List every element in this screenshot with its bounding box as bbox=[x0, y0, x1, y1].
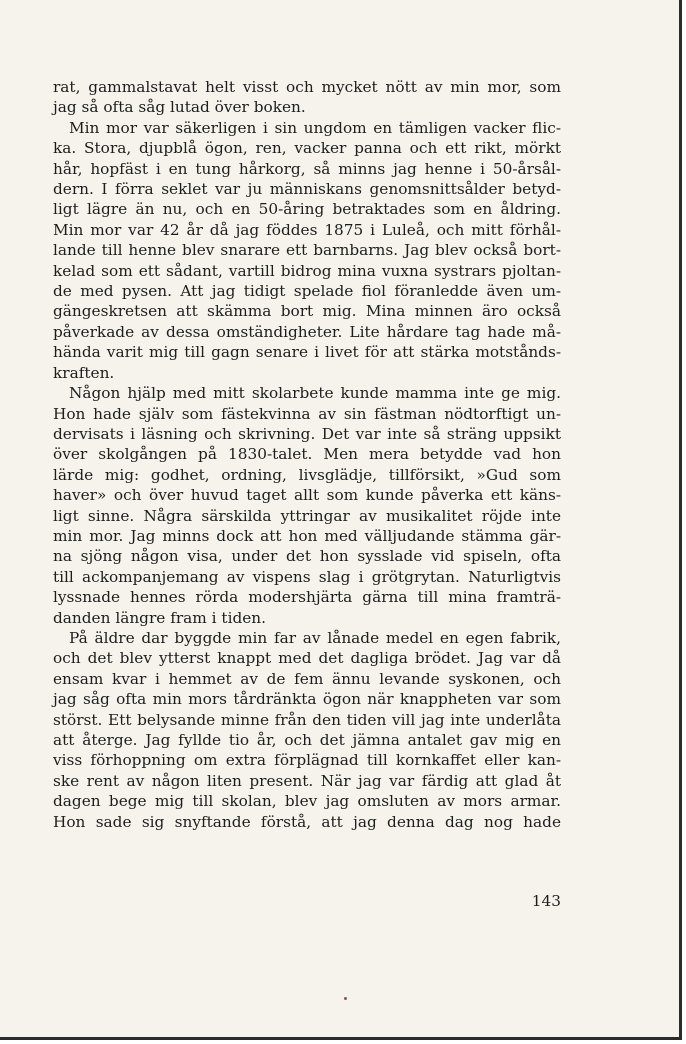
text-line: hända varit mig till gagn senare i livet för att stärka motstånds- bbox=[53, 343, 561, 362]
paragraph-2 bbox=[53, 118, 561, 383]
text-line: påverkade av dessa omständigheter. Lite hårdare tag hade må- bbox=[53, 322, 561, 341]
text-line: Hon sade sig snyftande förstå, att jag denna dag nog hade bbox=[53, 812, 561, 831]
text-line: ka. Stora, djupblå ögon, ren, vacker panna och ett rikt, mörkt bbox=[53, 139, 561, 158]
text-line: till ackompanjemang av vispens slag i grötgrytan. Naturligtvis bbox=[53, 567, 561, 586]
text-line: ligt lägre än nu, och en 50-åring betraktades som en åldring. bbox=[53, 200, 561, 219]
text-line: de med pysen. Att jag tidigt spelade fiol föranledde även um- bbox=[53, 282, 561, 301]
text-line: lärde mig: godhet, ordning, livsglädje, tillförsikt, »Gud som bbox=[53, 465, 561, 484]
text-line: viss förhoppning om extra förplägnad till kornkaffet eller kan- bbox=[53, 751, 561, 770]
text-line: gängeskretsen att skämma bort mig. Mina minnen äro också bbox=[53, 302, 561, 321]
text-line: Någon hjälp med mitt skolarbete kunde mamma inte ge mig. bbox=[69, 384, 561, 403]
text-line: störst. Ett belysande minne från den tiden vill jag inte underlåta bbox=[53, 710, 561, 729]
text-line: danden längre fram i tiden. bbox=[53, 608, 267, 627]
text-line: dervisats i läsning och skrivning. Det var inte så sträng uppsikt bbox=[53, 424, 561, 443]
text-line: ske rent av någon liten present. När jag var färdig att glad åt bbox=[53, 771, 561, 790]
text-line: lande till henne blev snarare ett barnbarns. Jag blev också bort- bbox=[53, 241, 561, 260]
text-line: na sjöng någon visa, under det hon sysslade vid spiseln, ofta bbox=[53, 547, 561, 566]
paragraph-4 bbox=[53, 628, 561, 832]
text-line: På äldre dar byggde min far av lånade medel en egen fabrik, bbox=[69, 628, 561, 647]
text-line: över skolgången på 1830-talet. Men mera betydde vad hon bbox=[53, 445, 561, 464]
paragraph-3 bbox=[53, 383, 561, 628]
text-line: jag så ofta såg lutad över boken. bbox=[53, 98, 306, 117]
body-text bbox=[53, 77, 561, 832]
text-line: Min mor var säkerligen i sin ungdom en tämligen vacker flic- bbox=[69, 118, 561, 137]
text-line: dern. I förra seklet var ju människans genomsnittsålder betyd- bbox=[53, 180, 561, 199]
text-line: rat, gammalstavat helt visst och mycket nött av min mor, som bbox=[53, 78, 561, 96]
text-line: att återge. Jag fyllde tio år, och det jämna antalet gav mig en bbox=[53, 731, 561, 749]
text-line: och det blev ytterst knappt med det dagliga brödet. Jag var då bbox=[53, 649, 561, 668]
text-line: lyssnade hennes rörda modershjärta gärna till mina framträ- bbox=[53, 588, 561, 607]
text-line: Min mor var 42 år då jag föddes 1875 i Luleå, och mitt förhål- bbox=[53, 220, 561, 239]
text-line: hår, hopfäst i en tung hårkorg, så minns jag henne i 50-årsål- bbox=[53, 159, 561, 178]
text-line: dagen bege mig till skolan, blev jag omsluten av mors armar. bbox=[53, 792, 561, 811]
paper-speck bbox=[344, 997, 347, 1000]
text-line: haver» och över huvud taget allt som kunde påverka ett käns- bbox=[53, 486, 561, 505]
text-line: jag såg ofta min mors tårdränkta ögon när knappheten var som bbox=[53, 690, 561, 709]
paragraph-1 bbox=[53, 77, 561, 118]
text-line: ligt sinne. Några särskilda yttringar av musikalitet röjde inte bbox=[53, 506, 561, 525]
text-line: Hon hade själv som fästekvinna av sin fästman nödtorftigt un- bbox=[53, 404, 561, 423]
page-number: 143 bbox=[531, 892, 561, 910]
text-line: ensam kvar i hemmet av de fem ännu levande syskonen, och bbox=[53, 669, 561, 688]
text-line: kraften. bbox=[53, 363, 115, 382]
text-line: kelad som ett sådant, vartill bidrog mina vuxna systrars pjoltan- bbox=[53, 261, 561, 280]
text-line: min mor. Jag minns dock att hon med välljudande stämma gär- bbox=[53, 526, 561, 545]
